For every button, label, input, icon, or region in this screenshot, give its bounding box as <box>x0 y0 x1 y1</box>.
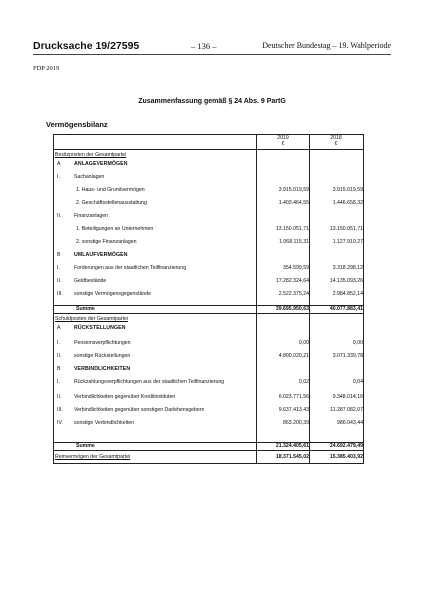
value-2018: 9.348.014,16 <box>332 394 363 400</box>
row-label: sonstige Verbindlichkeiten <box>74 420 134 426</box>
table-row <box>53 238 364 246</box>
value-2018: 13.150.051,71 <box>329 226 363 232</box>
table-row <box>53 419 364 427</box>
row-label: RÜCKSTELLUNGEN <box>74 325 126 331</box>
value-2018: 3.071.339,78 <box>332 353 363 359</box>
row-number: II. <box>57 278 62 284</box>
row-number: II. <box>57 394 62 400</box>
row-number: III. <box>57 407 63 413</box>
value-2018: 2.984.852,14 <box>332 291 363 297</box>
value-2018: 40.077.883,41 <box>329 306 363 312</box>
row-label: Finanzanlagen <box>74 213 109 219</box>
row-number: A <box>57 161 61 167</box>
value-2019: 4.800.020,21 <box>278 353 309 359</box>
year-2018: 2018 <box>330 135 342 141</box>
column-rule-2019-left <box>256 134 257 464</box>
row-label: 2. sonstige Finanzanlagen <box>76 239 137 245</box>
parliament-label: Deutscher Bundestag – 19. Wahlperiode <box>262 41 391 50</box>
row-label: Summe <box>76 306 95 312</box>
row-label: Geldbestände <box>74 278 107 284</box>
table-row <box>53 186 364 194</box>
table-row <box>53 277 364 285</box>
row-label: Rückzahlungsverpflichtungen aus der staatlichen Teilfinanzierung <box>74 379 225 385</box>
value-2019: 39.695.950,63 <box>275 306 309 312</box>
table-row <box>53 406 364 414</box>
table-row <box>53 290 364 298</box>
value-2018: 1.127.910,27 <box>332 239 363 245</box>
table-row <box>53 199 364 207</box>
table-border-bottom <box>53 463 364 464</box>
row-number: B <box>57 252 61 258</box>
value-2019: 18.371.545,02 <box>275 454 309 460</box>
value-2019: 0,02 <box>298 379 309 385</box>
row-label: VERBINDLICHKEITEN <box>74 366 131 372</box>
table-row <box>53 453 364 461</box>
row-number: II. <box>57 213 62 219</box>
row-label: ANLAGEVERMÖGEN <box>74 161 128 167</box>
row-label: Pensionsverpflichtungen <box>74 340 131 346</box>
section-title: Vermögensbilanz <box>46 120 108 129</box>
document-number-value: 27595 <box>110 40 140 52</box>
table-row <box>53 442 364 450</box>
row-label: Summe <box>76 443 95 449</box>
document-label: Drucksache 19/ <box>33 40 111 52</box>
table-row <box>53 352 364 360</box>
value-2019: 9.637.413,43 <box>278 407 309 413</box>
page-title: Zusammenfassung gemäß § 24 Abs. 9 PartG <box>138 98 286 105</box>
value-2018: 3.318.298,12 <box>332 265 363 271</box>
summe-rule-bottom <box>53 313 364 314</box>
row-number: B <box>57 366 61 372</box>
value-2018: 1.446.658,32 <box>332 200 363 206</box>
row-label: Sachanlagen <box>74 174 105 180</box>
table-row <box>53 393 364 401</box>
value-2019: 1.403.464,55 <box>278 200 309 206</box>
table-row <box>53 305 364 313</box>
row-label: Verbindlichkeiten gegenüber sonstigen Darlehensgebern <box>74 407 205 413</box>
running-header <box>33 40 391 55</box>
row-label: Besitzposten der Gesamtpartei <box>55 152 127 158</box>
row-number: I. <box>57 265 60 271</box>
value-2019: 863.200,39 <box>283 420 309 426</box>
party-tag: FDP 2019 <box>33 65 60 72</box>
table-row <box>53 225 364 233</box>
table-row <box>53 378 364 386</box>
table-border-right <box>363 134 364 464</box>
table-row <box>53 173 364 181</box>
row-label: Forderungen aus der staatlichen Teilfinanzierung <box>74 265 187 271</box>
value-2018: 15.385.403,92 <box>329 454 363 460</box>
value-2018: 24.692.479,49 <box>329 443 363 449</box>
value-2018: 14.135.093,26 <box>329 278 363 284</box>
table-row <box>53 212 364 220</box>
column-header-2018 <box>310 135 362 147</box>
table-border-left <box>53 134 54 464</box>
value-2019: 1.068.115,31 <box>279 239 309 245</box>
row-label: 2. Geschäftsstellenausstattung <box>76 200 147 206</box>
column-header-2019 <box>257 135 309 147</box>
row-number: I. <box>57 340 60 346</box>
table-row <box>53 315 364 323</box>
value-2019: 6.023.771,56 <box>278 394 309 400</box>
value-2019: 2.522.375,24 <box>278 291 309 297</box>
unit-2019: € <box>281 141 285 147</box>
table-row <box>53 339 364 347</box>
row-number: II. <box>57 353 62 359</box>
row-label: 1. Beteiligungen an Unternehmen <box>76 226 154 232</box>
row-label: Schuldposten der Gesamtpartei <box>55 316 128 322</box>
row-number: I. <box>57 379 60 385</box>
row-number: A <box>57 325 61 331</box>
row-number: IV. <box>57 420 63 426</box>
row-label: 1. Haus- und Grundvermögen <box>76 187 145 193</box>
table-row <box>53 324 364 332</box>
unit-2018: € <box>334 141 338 147</box>
value-2018: 986.043,44 <box>337 420 363 426</box>
table-row <box>53 264 364 272</box>
year-2019: 2019 <box>277 135 289 141</box>
row-number: III. <box>57 291 63 297</box>
row-label: sonstige Vermögensgegenstände <box>74 291 152 297</box>
value-2018: 0,00 <box>352 340 363 346</box>
page-number: – 136 – <box>191 41 217 51</box>
balance-sheet-table <box>53 134 364 464</box>
row-label: sonstige Rückstellungen <box>74 353 131 359</box>
value-2019: 354.599,59 <box>283 265 309 271</box>
summe2-rule-bottom <box>53 450 364 451</box>
row-label: Verbindlichkeiten gegenüber Kreditinstituten <box>74 394 176 400</box>
value-2019: 13.150.051,71 <box>275 226 309 232</box>
value-2019: 0,00 <box>298 340 309 346</box>
value-2019: 17.282.324,64 <box>275 278 309 284</box>
value-2018: 11.287.082,07 <box>330 407 363 413</box>
row-label: UMLAUFVERMÖGEN <box>74 252 128 258</box>
value-2019: 3.915.019,59 <box>278 187 309 193</box>
row-number: I. <box>57 174 60 180</box>
row-label: Reinvermögen der Gesamtpartei <box>55 454 131 460</box>
document-number <box>33 40 139 52</box>
table-row <box>53 251 364 259</box>
header-rule <box>53 149 364 150</box>
value-2018: 0,04 <box>352 379 363 385</box>
value-2018: 3.915.019,59 <box>332 187 363 193</box>
table-row <box>53 160 364 168</box>
table-row <box>53 365 364 373</box>
value-2019: 21.324.405,61 <box>275 443 309 449</box>
table-row <box>53 151 364 159</box>
column-rule-2018-left <box>309 134 310 464</box>
